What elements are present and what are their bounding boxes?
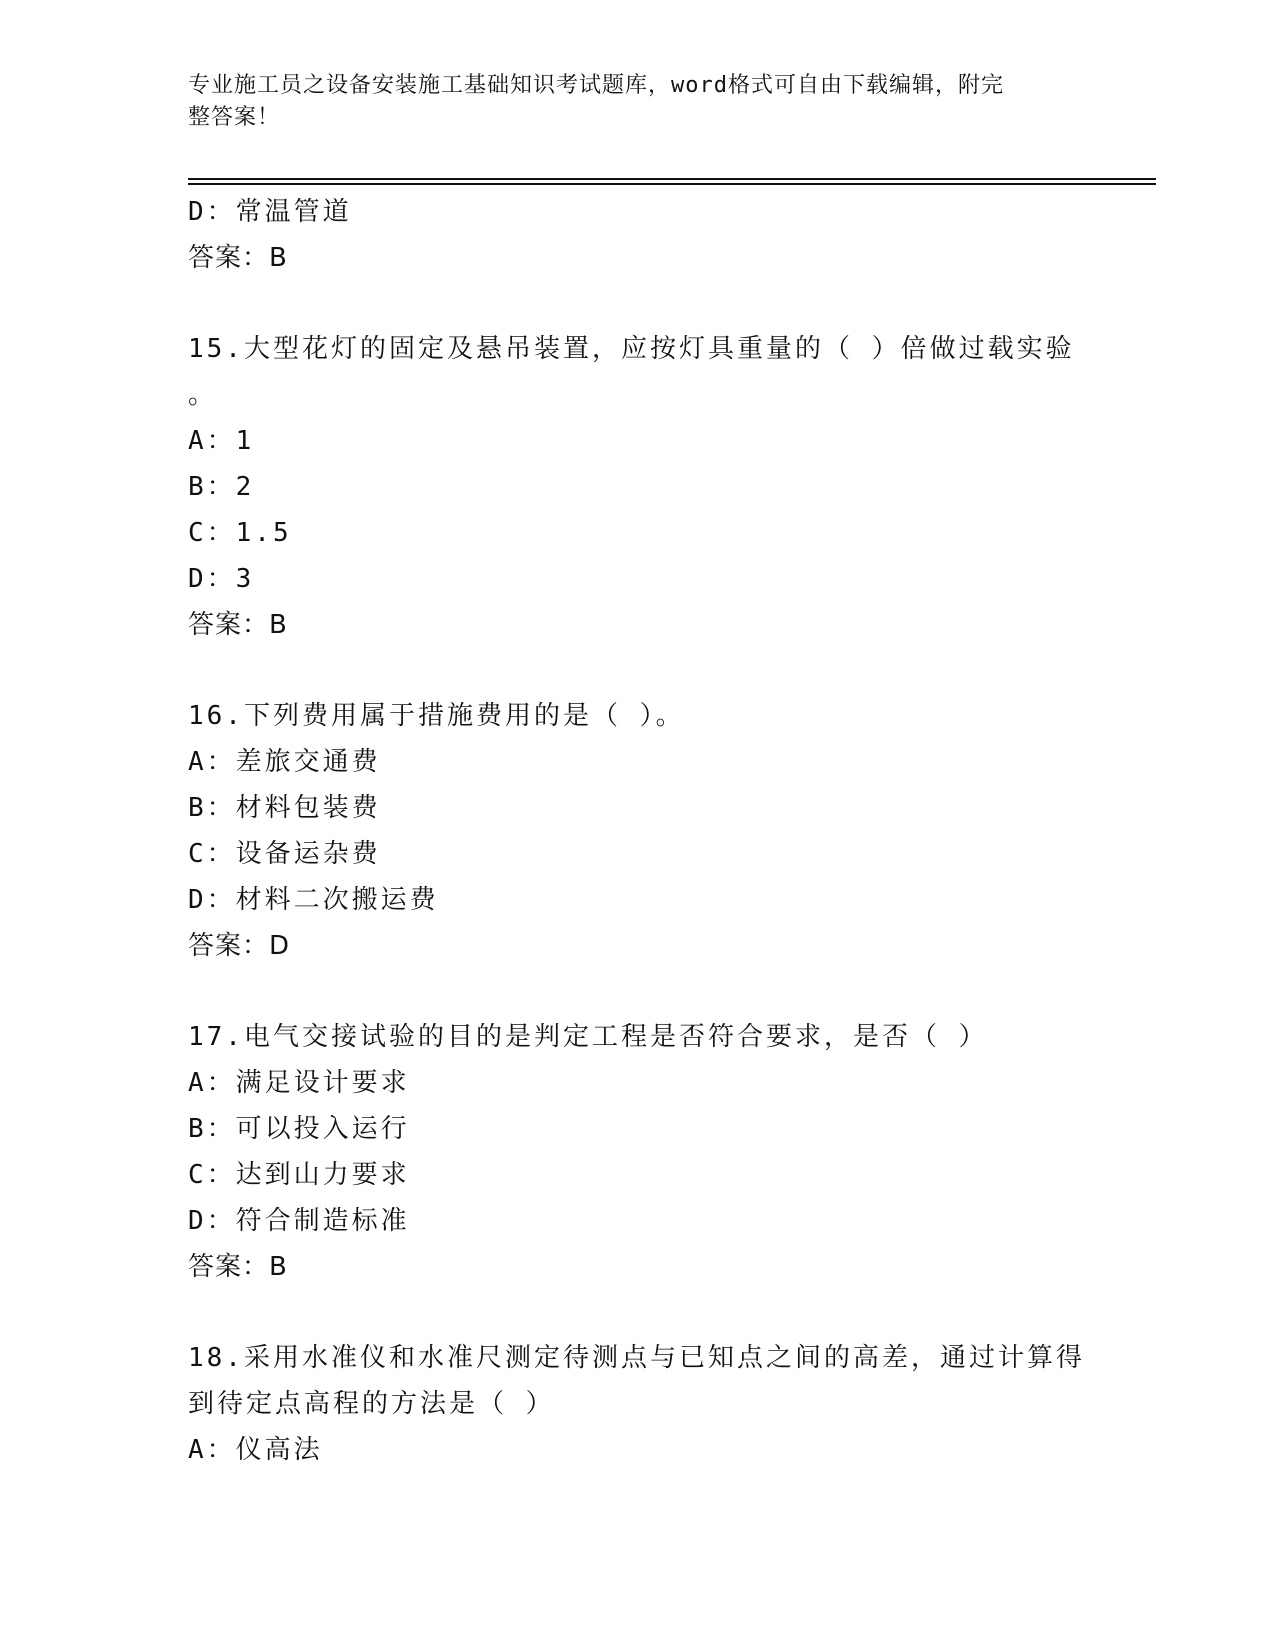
question-stem: 15.大型花灯的固定及悬吊装置，应按灯具重量的（ ）倍做过载实验 — [188, 334, 1075, 364]
header-divider-bottom — [188, 183, 1156, 185]
question-stem: 18.采用水准仪和水准尺测定待测点与已知点之间的高差，通过计算得 — [188, 1343, 1085, 1373]
header-title-line-1: 专业施工员之设备安装施工基础知识考试题库，word格式可自由下载编辑，附完 — [188, 73, 1004, 98]
option-c: C：1.5 — [188, 518, 292, 548]
option-a: A：仪高法 — [188, 1435, 323, 1465]
option-d: D：符合制造标准 — [188, 1206, 410, 1236]
answer: 答案：B — [188, 243, 288, 273]
document-body — [188, 189, 1088, 1473]
carryover-question-14 — [188, 189, 1088, 281]
option-a: A：满足设计要求 — [188, 1068, 410, 1098]
answer: 答案：B — [188, 610, 288, 640]
option-d: D：材料二次搬运费 — [188, 885, 439, 915]
question-stem-continued: 到待定点高程的方法是（ ） — [188, 1389, 555, 1419]
option-d: D：3 — [188, 564, 255, 594]
option-b: B：可以投入运行 — [188, 1114, 410, 1144]
question-stem: 17.电气交接试验的目的是判定工程是否符合要求，是否（ ） — [188, 1022, 988, 1052]
answer: 答案：B — [188, 1252, 288, 1282]
question-18 — [188, 1335, 1088, 1473]
header-divider-top — [188, 178, 1156, 180]
page-header — [188, 70, 1068, 134]
question-15 — [188, 326, 1088, 648]
option-c: C：设备运杂费 — [188, 839, 381, 869]
answer: 答案：D — [188, 931, 291, 961]
question-16 — [188, 693, 1088, 969]
option-b: B：材料包装费 — [188, 793, 381, 823]
option-a: A：差旅交通费 — [188, 747, 381, 777]
option-b: B：2 — [188, 472, 255, 502]
option-a: A：1 — [188, 426, 255, 456]
question-stem: 16.下列费用属于措施费用的是（ ）。 — [188, 701, 685, 731]
option-c: C：达到山力要求 — [188, 1160, 410, 1190]
header-title-line-2: 整答案！ — [188, 105, 281, 130]
option-d: D：常温管道 — [188, 197, 352, 227]
question-17 — [188, 1014, 1088, 1290]
question-stem-continued: 。 — [188, 380, 218, 410]
